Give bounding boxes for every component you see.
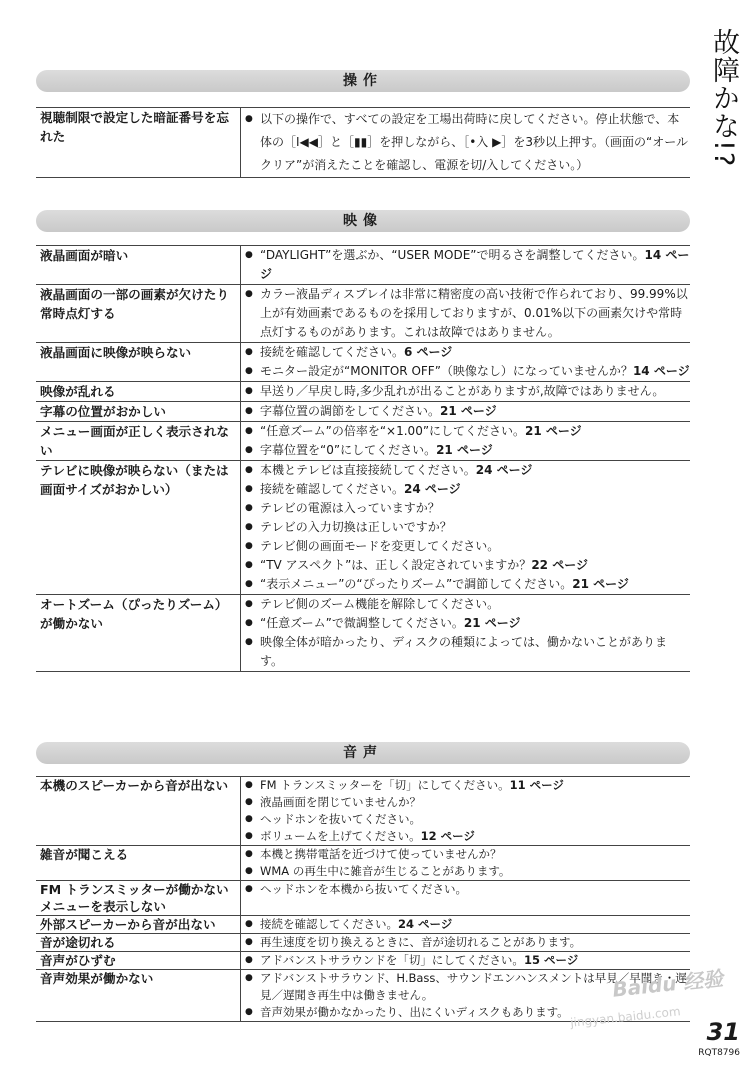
table-row <box>36 952 690 970</box>
remedy-text: 早送り／早戻し時,多少乱れが出ることがありますが,故障ではありません。 <box>260 384 665 398</box>
table-row <box>36 108 690 178</box>
remedy-cell <box>241 846 691 881</box>
symptom-cell: 液晶画面の一部の画素が欠けたり常時点灯する <box>36 285 241 343</box>
remedy-text: 本機と携帯電話を近づけて使っていませんか？ <box>260 847 502 861</box>
remedy-text: 音声効果が働かなかったり、出にくいディスクもあります。 <box>260 1005 569 1019</box>
table-row <box>36 343 690 382</box>
remedy-item <box>245 916 690 933</box>
remedy-item <box>245 108 690 177</box>
watermark-logo: Baidu 经验 <box>611 966 725 1002</box>
remedy-item <box>245 828 690 845</box>
symptom-cell: メニュー画面が正しく表示されない <box>36 422 241 461</box>
remedy-cell <box>241 343 691 382</box>
remedy-text: “表示メニュー”の“ぴったりズーム”で調節してください。 <box>260 577 573 591</box>
remedy-text: アドバンストサラウンド、H.Bass、サウンドエンハンスメントは早見／早聞き・遅見／遅聞き再生中は働きません。 <box>260 971 687 1002</box>
remedy-text: 映像全体が暗かったり、ディスクの種類によっては、働かないことがあります。 <box>260 635 668 668</box>
remedy-cell <box>241 382 691 402</box>
table-row <box>36 934 690 952</box>
remedy-cell <box>241 108 691 178</box>
remedy-item <box>245 382 690 401</box>
remedy-cell <box>241 916 691 934</box>
table-row <box>36 846 690 881</box>
section-header-audio: 音声 <box>36 742 690 764</box>
symptom-cell: FM トランスミッターが働かないメニューを表示しない <box>36 881 241 916</box>
remedy-text: “任意ズーム”の倍率を“×1.00”にしてください。 <box>260 424 526 438</box>
table-row <box>36 402 690 422</box>
symptom-cell: テレビに映像が映らない（または画面サイズがおかしい） <box>36 461 241 595</box>
remedy-cell <box>241 422 691 461</box>
remedy-text: WMA の再生中に雑音が生じることがあります。 <box>260 864 511 878</box>
troubleshooting-table-video <box>36 245 690 672</box>
remedy-cell <box>241 777 691 846</box>
remedy-item <box>245 881 690 898</box>
table-row <box>36 461 690 595</box>
symptom-cell: 雑音が聞こえる <box>36 846 241 881</box>
remedy-cell <box>241 952 691 970</box>
page-reference: 24 ページ <box>404 482 461 496</box>
symptom-cell: 音声効果が働かない <box>36 970 241 1022</box>
remedy-item <box>245 794 690 811</box>
remedy-text: FM トランスミッターを「切」にしてください。 <box>260 778 510 792</box>
remedy-cell <box>241 402 691 422</box>
remedy-cell <box>241 285 691 343</box>
symptom-cell: 映像が乱れる <box>36 382 241 402</box>
troubleshooting-table-operation <box>36 107 690 178</box>
remedy-item <box>245 441 690 460</box>
remedy-text: テレビの電源は入っていますか？ <box>260 501 440 515</box>
remedy-cell <box>241 595 691 672</box>
page-reference: 14 ページ <box>260 248 690 281</box>
remedy-item <box>245 811 690 828</box>
remedy-text: 再生速度を切り換えるときに、音が途切れることがあります。 <box>260 935 582 949</box>
remedy-item <box>245 461 690 480</box>
remedy-item <box>245 402 690 421</box>
remedy-text: 接続を確認してください。 <box>260 482 405 496</box>
remedy-text: テレビの入力切換は正しいですか？ <box>260 520 452 534</box>
remedy-text: カラー液晶ディスプレイは非常に精密度の高い技術で作られており、99.99%以上が有効画素であるものを採用しておりますが、0.01%以下の画素欠けや常時点灯するものがあります。これは故障ではありません。 <box>260 287 688 339</box>
table-row <box>36 777 690 846</box>
page-vertical-title: 故障かな!? <box>708 28 739 168</box>
remedy-text: モニター設定が“MONITOR OFF”（映像なし）になっていませんか？ <box>260 364 633 378</box>
remedy-item <box>245 777 690 794</box>
page-reference: 12 ページ <box>420 829 475 843</box>
remedy-text: ヘッドホンを抜いてください。 <box>260 812 421 826</box>
table-row <box>36 285 690 343</box>
section-header-video: 映像 <box>36 210 690 232</box>
remedy-item <box>245 246 690 284</box>
remedy-text: “DAYLIGHT”を選ぶか、“USER MODE”で明るさを調整してください。 <box>260 248 645 262</box>
page-reference: 14 ページ <box>632 364 690 378</box>
remedy-item <box>245 863 690 880</box>
remedy-item <box>245 480 690 499</box>
watermark-url: jingyan.baidu.com <box>569 1004 682 1030</box>
page-reference: 21 ページ <box>463 616 521 630</box>
remedy-item <box>245 575 690 594</box>
symptom-cell: 音声がひずむ <box>36 952 241 970</box>
symptom-cell: 字幕の位置がおかしい <box>36 402 241 422</box>
table-row <box>36 382 690 402</box>
page-number: 31 <box>706 1018 740 1046</box>
remedy-item <box>245 362 690 381</box>
page-reference: 6 ページ <box>404 345 453 359</box>
page-reference: 21 ページ <box>440 404 497 418</box>
remedy-item <box>245 285 690 342</box>
remedy-text: テレビ側のズーム機能を解除してください。 <box>260 597 500 611</box>
remedy-text: 字幕位置を“0”にしてください。 <box>260 443 437 457</box>
page-reference: 24 ページ <box>475 463 533 477</box>
table-row <box>36 916 690 934</box>
page-reference: 15 ページ <box>523 953 579 967</box>
remedy-item <box>245 952 690 969</box>
symptom-cell: 視聴制限で設定した暗証番号を忘れた <box>36 108 241 178</box>
page-reference: 21 ページ <box>525 424 582 438</box>
symptom-cell: オートズーム（ぴったりズーム）が働かない <box>36 595 241 672</box>
page-reference: 21 ページ <box>436 443 493 457</box>
remedy-item <box>245 518 690 537</box>
remedy-item <box>245 499 690 518</box>
table-row <box>36 422 690 461</box>
table-row <box>36 246 690 285</box>
remedy-cell <box>241 881 691 916</box>
remedy-item <box>245 633 690 671</box>
table-row <box>36 881 690 916</box>
remedy-text: 本機とテレビは直接接続してください。 <box>260 463 476 477</box>
remedy-item <box>245 846 690 863</box>
remedy-text: ヘッドホンを本機から抜いてください。 <box>260 882 467 896</box>
remedy-cell <box>241 934 691 952</box>
remedy-item <box>245 422 690 441</box>
remedy-item <box>245 343 690 362</box>
symptom-cell: 液晶画面が暗い <box>36 246 241 285</box>
document-code: RQT8796 <box>698 1048 740 1058</box>
symptom-cell: 液晶画面に映像が映らない <box>36 343 241 382</box>
page-reference: 24 ページ <box>398 917 453 931</box>
page-reference: 21 ページ <box>572 577 629 591</box>
remedy-item <box>245 537 690 556</box>
remedy-text: 以下の操作で、すべての設定を工場出荷時に戻してください。停止状態で、本体の［I◀◀］と［▮▮］を押しながら、［•入 ▶］を3秒以上押す。（画面の“オールクリア”が消えたことを確認し、電源を切/入してください。） <box>260 112 688 172</box>
remedy-text: ボリュームを上げてください。 <box>260 829 421 843</box>
remedy-item <box>245 614 690 633</box>
remedy-text: 接続を確認してください。 <box>260 917 398 931</box>
remedy-text: 字幕位置の調節をしてください。 <box>260 404 441 418</box>
symptom-cell: 音が途切れる <box>36 934 241 952</box>
remedy-item <box>245 595 690 614</box>
remedy-text: “任意ズーム”で微調整してください。 <box>260 616 464 630</box>
symptom-cell: 外部スピーカーから音が出ない <box>36 916 241 934</box>
remedy-cell <box>241 461 691 595</box>
symptom-cell: 本機のスピーカーから音が出ない <box>36 777 241 846</box>
remedy-text: アドバンストサラウンドを「切」にしてください。 <box>260 953 524 967</box>
page-reference: 22 ページ <box>531 558 588 572</box>
remedy-cell <box>241 246 691 285</box>
troubleshooting-table-audio <box>36 776 690 1022</box>
remedy-item <box>245 934 690 951</box>
remedy-text: 液晶画面を閉じていませんか？ <box>260 795 421 809</box>
table-row <box>36 595 690 672</box>
remedy-text: テレビ側の画面モードを変更してください。 <box>260 539 500 553</box>
remedy-text: 接続を確認してください。 <box>260 345 405 359</box>
remedy-item <box>245 556 690 575</box>
page-reference: 11 ページ <box>509 778 564 792</box>
remedy-text: “TV アスペクト”は、正しく設定されていますか？ <box>260 558 532 572</box>
section-header-operation: 操作 <box>36 70 690 92</box>
